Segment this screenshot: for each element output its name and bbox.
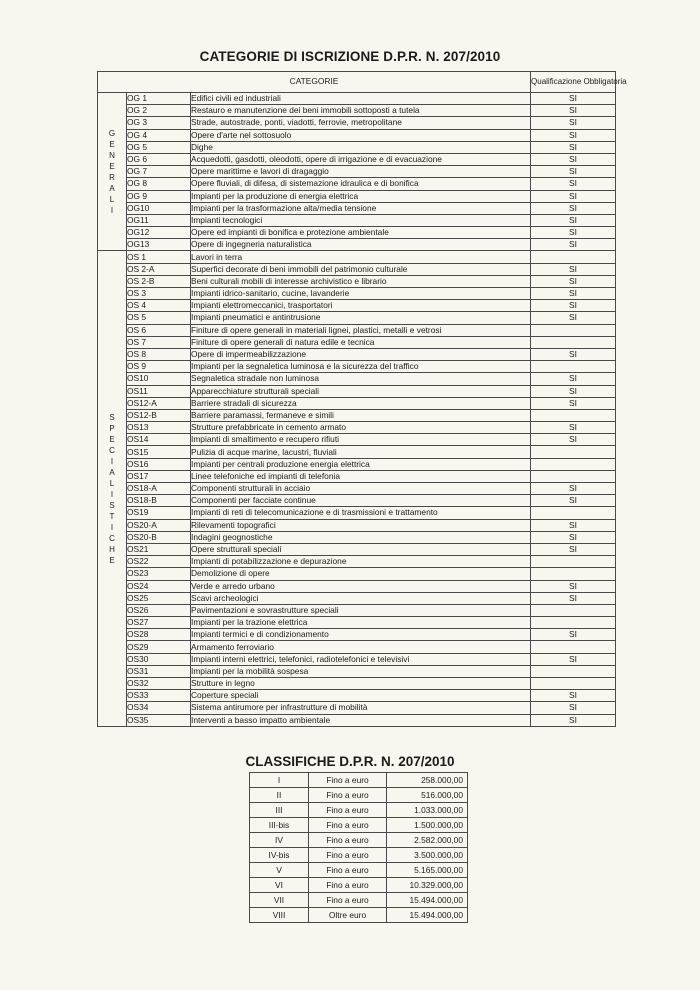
category-code: OS 6 — [127, 324, 191, 336]
category-row — [98, 336, 616, 348]
category-code: OS 5 — [127, 312, 191, 324]
classification-label: Fino a euro — [309, 788, 387, 803]
group-label-letter: E — [109, 434, 115, 444]
category-description: Impianti di reti di telecomunicazione e di trasmissioni e trattamento — [191, 507, 531, 519]
category-description: Finiture di opere generali di natura edile e tecnica — [191, 336, 531, 348]
category-row — [98, 617, 616, 629]
mandatory-qualification: SI — [531, 531, 616, 543]
category-code: OG 6 — [127, 153, 191, 165]
category-row — [98, 397, 616, 409]
category-description: Opere strutturali speciali — [191, 543, 531, 555]
classification-class: III-bis — [250, 818, 309, 833]
header-categories: CATEGORIE — [98, 72, 531, 93]
group-label-letter: S — [109, 500, 115, 510]
category-description: Interventi a basso impatto ambientale — [191, 714, 531, 726]
category-code: OG 5 — [127, 141, 191, 153]
category-row — [98, 422, 616, 434]
category-row — [98, 288, 616, 300]
classification-class: II — [250, 788, 309, 803]
mandatory-qualification: SI — [531, 519, 616, 531]
category-row — [98, 373, 616, 385]
group-label-letter: C — [109, 445, 115, 455]
mandatory-qualification — [531, 361, 616, 373]
category-code: OG11 — [127, 214, 191, 226]
category-code: OS21 — [127, 543, 191, 555]
mandatory-qualification — [531, 470, 616, 482]
classification-row — [250, 818, 468, 833]
mandatory-qualification — [531, 678, 616, 690]
category-description: Opere marittime e lavori di dragaggio — [191, 166, 531, 178]
mandatory-qualification: SI — [531, 105, 616, 117]
mandatory-qualification: SI — [531, 190, 616, 202]
mandatory-qualification: SI — [531, 629, 616, 641]
category-code: OS17 — [127, 470, 191, 482]
group-label-letter: C — [109, 533, 115, 543]
category-description: Impianti per la mobilità sospesa — [191, 665, 531, 677]
mandatory-qualification: SI — [531, 592, 616, 604]
classification-label: Fino a euro — [309, 818, 387, 833]
category-description: Opere d'arte nel sottosuolo — [191, 129, 531, 141]
classification-class: I — [250, 773, 309, 788]
mandatory-qualification — [531, 568, 616, 580]
mandatory-qualification — [531, 251, 616, 263]
category-description: Superfici decorate di beni immobili del patrimonio culturale — [191, 263, 531, 275]
mandatory-qualification — [531, 665, 616, 677]
category-code: OS28 — [127, 629, 191, 641]
categories-body — [98, 93, 616, 727]
category-description: Coperture speciali — [191, 690, 531, 702]
classifications-table — [249, 772, 468, 923]
mandatory-qualification — [531, 617, 616, 629]
mandatory-qualification: SI — [531, 312, 616, 324]
page-title: CATEGORIE DI ISCRIZIONE D.P.R. N. 207/2010 — [199, 49, 501, 64]
category-description: Impianti per la trazione elettrica — [191, 617, 531, 629]
category-row — [98, 409, 616, 421]
category-row — [98, 665, 616, 677]
classification-row — [250, 863, 468, 878]
category-code: OG12 — [127, 227, 191, 239]
group-label-letter: L — [109, 478, 115, 488]
category-code: OS 8 — [127, 348, 191, 360]
category-row — [98, 105, 616, 117]
category-description: Impianti per la segnaletica luminosa e la sicurezza del traffico — [191, 361, 531, 373]
mandatory-qualification — [531, 458, 616, 470]
category-row — [98, 604, 616, 616]
category-row — [98, 324, 616, 336]
mandatory-qualification: SI — [531, 690, 616, 702]
category-code: OS34 — [127, 702, 191, 714]
category-code: OS35 — [127, 714, 191, 726]
classification-amount: 1.033.000,00 — [387, 803, 468, 818]
classification-amount: 5.165.000,00 — [387, 863, 468, 878]
category-row — [98, 239, 616, 251]
category-row — [98, 348, 616, 360]
classifications-title: CLASSIFICHE D.P.R. N. 207/2010 — [245, 754, 455, 769]
mandatory-qualification: SI — [531, 434, 616, 446]
category-code: OS 3 — [127, 288, 191, 300]
group-label-letter: A — [109, 467, 115, 477]
category-code: OG 1 — [127, 93, 191, 105]
mandatory-qualification — [531, 604, 616, 616]
classification-amount: 258.000,00 — [387, 773, 468, 788]
category-row — [98, 117, 616, 129]
category-row — [98, 592, 616, 604]
category-description: Pulizia di acque marine, lacustri, fluviali — [191, 446, 531, 458]
category-description: Barriere paramassi, fermaneve e simili — [191, 409, 531, 421]
category-row — [98, 690, 616, 702]
group-label-letter: E — [109, 161, 115, 171]
category-description: Strade, autostrade, ponti, viadotti, ferrovie, metropolitane — [191, 117, 531, 129]
classification-amount: 2.582.000,00 — [387, 833, 468, 848]
category-code: OS32 — [127, 678, 191, 690]
mandatory-qualification: SI — [531, 129, 616, 141]
mandatory-qualification: SI — [531, 397, 616, 409]
mandatory-qualification: SI — [531, 653, 616, 665]
category-row — [98, 519, 616, 531]
classification-label: Fino a euro — [309, 848, 387, 863]
category-description: Pavimentazioni e sovrastrutture speciali — [191, 604, 531, 616]
category-row — [98, 275, 616, 287]
category-row — [98, 507, 616, 519]
category-description: Lavori in terra — [191, 251, 531, 263]
classification-label: Fino a euro — [309, 833, 387, 848]
category-description: Impianti per la produzione di energia elettrica — [191, 190, 531, 202]
group-label-letter: E — [109, 555, 115, 565]
category-description: Apparecchiature strutturali speciali — [191, 385, 531, 397]
category-description: Edifici civili ed industriali — [191, 93, 531, 105]
group-label-letter: G — [108, 128, 116, 138]
classification-label: Fino a euro — [309, 893, 387, 908]
classification-label: Fino a euro — [309, 773, 387, 788]
category-description: Scavi archeologici — [191, 592, 531, 604]
category-row — [98, 458, 616, 470]
classification-row — [250, 908, 468, 923]
mandatory-qualification: SI — [531, 166, 616, 178]
categories-table — [97, 71, 627, 727]
category-row — [98, 227, 616, 239]
mandatory-qualification: SI — [531, 300, 616, 312]
category-code: OS31 — [127, 665, 191, 677]
classification-label: Oltre euro — [309, 908, 387, 923]
category-description: Sistema antirumore per infrastrutture di mobilità — [191, 702, 531, 714]
category-description: Opere ed impianti di bonifica e protezione ambientale — [191, 227, 531, 239]
classifications-body — [250, 773, 468, 923]
group-label-letter: I — [110, 489, 114, 499]
category-description: Componenti strutturali in acciaio — [191, 483, 531, 495]
category-code: OS19 — [127, 507, 191, 519]
category-code: OS12-A — [127, 397, 191, 409]
category-row — [98, 531, 616, 543]
classification-row — [250, 878, 468, 893]
classification-row — [250, 788, 468, 803]
category-code: OS26 — [127, 604, 191, 616]
category-code: OS 7 — [127, 336, 191, 348]
mandatory-qualification — [531, 446, 616, 458]
group-label-letter: I — [110, 456, 114, 466]
category-description: Linee telefoniche ed impianti di telefonia — [191, 470, 531, 482]
category-code: OG13 — [127, 239, 191, 251]
category-description: Opere di impermeabilizzazione — [191, 348, 531, 360]
classification-label: Fino a euro — [309, 863, 387, 878]
category-group-label — [98, 251, 127, 726]
category-code: OS20-A — [127, 519, 191, 531]
classification-label: Fino a euro — [309, 878, 387, 893]
category-row — [98, 153, 616, 165]
mandatory-qualification — [531, 324, 616, 336]
group-label-letter: A — [109, 183, 115, 193]
category-row — [98, 385, 616, 397]
mandatory-qualification: SI — [531, 373, 616, 385]
category-code: OS11 — [127, 385, 191, 397]
category-row — [98, 629, 616, 641]
mandatory-qualification: SI — [531, 153, 616, 165]
category-row — [98, 312, 616, 324]
category-code: OS 2-A — [127, 263, 191, 275]
category-description: Strutture in legno — [191, 678, 531, 690]
category-row — [98, 483, 616, 495]
mandatory-qualification: SI — [531, 202, 616, 214]
category-description: Impianti di potabilizzazione e depurazione — [191, 556, 531, 568]
group-label-letter: T — [109, 511, 115, 521]
classification-amount: 1.500.000,00 — [387, 818, 468, 833]
category-description: Finiture di opere generali in materiali lignei, plastici, metalli e vetrosi — [191, 324, 531, 336]
mandatory-qualification — [531, 409, 616, 421]
category-row — [98, 543, 616, 555]
mandatory-qualification: SI — [531, 141, 616, 153]
category-row — [98, 166, 616, 178]
category-row — [98, 251, 616, 263]
category-description: Impianti pneumatici e antintrusione — [191, 312, 531, 324]
category-description: Strutture prefabbricate in cemento armato — [191, 422, 531, 434]
category-code: OS12-B — [127, 409, 191, 421]
group-label-letter: L — [109, 194, 115, 204]
classification-amount: 516.000,00 — [387, 788, 468, 803]
category-row — [98, 129, 616, 141]
mandatory-qualification: SI — [531, 543, 616, 555]
category-row — [98, 434, 616, 446]
classification-class: VII — [250, 893, 309, 908]
category-code: OS14 — [127, 434, 191, 446]
category-description: Componenti per facciate continue — [191, 495, 531, 507]
category-code: OS25 — [127, 592, 191, 604]
category-code: OS24 — [127, 580, 191, 592]
group-label-letter: H — [109, 544, 115, 554]
mandatory-qualification: SI — [531, 275, 616, 287]
category-code: OS33 — [127, 690, 191, 702]
category-description: Demolizione di opere — [191, 568, 531, 580]
category-row — [98, 568, 616, 580]
mandatory-qualification: SI — [531, 422, 616, 434]
category-description: Rilevamenti topografici — [191, 519, 531, 531]
classification-row — [250, 803, 468, 818]
category-code: OS 4 — [127, 300, 191, 312]
category-row — [98, 178, 616, 190]
category-row — [98, 653, 616, 665]
classification-class: VIII — [250, 908, 309, 923]
classification-row — [250, 893, 468, 908]
category-description: Impianti per la trasformazione alta/media tensione — [191, 202, 531, 214]
category-row — [98, 470, 616, 482]
classification-class: V — [250, 863, 309, 878]
classification-class: III — [250, 803, 309, 818]
category-code: OS30 — [127, 653, 191, 665]
category-code: OS20-B — [127, 531, 191, 543]
group-label-letter: R — [109, 172, 115, 182]
category-group-label — [98, 93, 127, 251]
category-code: OG 7 — [127, 166, 191, 178]
category-row — [98, 300, 616, 312]
category-row — [98, 446, 616, 458]
category-description: Dighe — [191, 141, 531, 153]
category-code: OS23 — [127, 568, 191, 580]
mandatory-qualification: SI — [531, 483, 616, 495]
classification-label: Fino a euro — [309, 803, 387, 818]
category-row — [98, 202, 616, 214]
category-code: OS 2-B — [127, 275, 191, 287]
category-description: Barriere stradali di sicurezza — [191, 397, 531, 409]
mandatory-qualification: SI — [531, 385, 616, 397]
mandatory-qualification: SI — [531, 117, 616, 129]
category-row — [98, 678, 616, 690]
category-code: OS22 — [127, 556, 191, 568]
mandatory-qualification: SI — [531, 288, 616, 300]
category-code: OS10 — [127, 373, 191, 385]
category-code: OS 1 — [127, 251, 191, 263]
category-code: OS16 — [127, 458, 191, 470]
category-row — [98, 702, 616, 714]
classification-amount: 3.500.000,00 — [387, 848, 468, 863]
category-code: OS18-B — [127, 495, 191, 507]
category-code: OG 4 — [127, 129, 191, 141]
classification-class: IV — [250, 833, 309, 848]
category-row — [98, 495, 616, 507]
category-code: OG 8 — [127, 178, 191, 190]
category-description: Impianti interni elettrici, telefonici, radiotelefonici e televisivi — [191, 653, 531, 665]
classification-amount: 10.329.000,00 — [387, 878, 468, 893]
group-label-letter: I — [110, 522, 114, 532]
mandatory-qualification: SI — [531, 239, 616, 251]
group-label-letter: N — [109, 150, 115, 160]
mandatory-qualification — [531, 641, 616, 653]
group-label-letter: P — [109, 423, 115, 433]
mandatory-qualification: SI — [531, 702, 616, 714]
category-code: OG 9 — [127, 190, 191, 202]
category-row — [98, 93, 616, 105]
category-code: OG 3 — [127, 117, 191, 129]
category-code: OG 2 — [127, 105, 191, 117]
category-description: Armamento ferroviario — [191, 641, 531, 653]
mandatory-qualification — [531, 336, 616, 348]
category-code: OS27 — [127, 617, 191, 629]
group-label-letter: I — [110, 205, 114, 215]
category-row — [98, 214, 616, 226]
classification-row — [250, 773, 468, 788]
category-row — [98, 263, 616, 275]
classification-class: VI — [250, 878, 309, 893]
mandatory-qualification: SI — [531, 495, 616, 507]
category-description: Impianti tecnologici — [191, 214, 531, 226]
category-description: Impianti idrico-sanitario, cucine, lavanderie — [191, 288, 531, 300]
mandatory-qualification — [531, 507, 616, 519]
mandatory-qualification: SI — [531, 580, 616, 592]
category-code: OS29 — [127, 641, 191, 653]
category-row — [98, 580, 616, 592]
mandatory-qualification: SI — [531, 214, 616, 226]
classification-row — [250, 833, 468, 848]
category-row — [98, 141, 616, 153]
group-label-letter: S — [109, 412, 115, 422]
category-row — [98, 190, 616, 202]
category-description: Indagini geognostiche — [191, 531, 531, 543]
category-description: Segnaletica stradale non luminosa — [191, 373, 531, 385]
header-qualification: Qualificazione Obbligatoria — [531, 72, 616, 93]
mandatory-qualification: SI — [531, 227, 616, 239]
category-description: Impianti per centrali produzione energia elettrica — [191, 458, 531, 470]
mandatory-qualification: SI — [531, 178, 616, 190]
group-label-letter: E — [109, 139, 115, 149]
classification-amount: 15.494.000,00 — [387, 893, 468, 908]
mandatory-qualification: SI — [531, 93, 616, 105]
mandatory-qualification: SI — [531, 348, 616, 360]
category-description: Acquedotti, gasdotti, oleodotti, opere di irrigazione e di evacuazione — [191, 153, 531, 165]
categories-header-row — [98, 72, 616, 93]
category-description: Restauro e manutenzione dei beni immobili sottoposti a tutela — [191, 105, 531, 117]
category-description: Opere fluviali, di difesa, di sistemazione idraulica e di bonifica — [191, 178, 531, 190]
category-description: Impianti di smaltimento e recupero rifiuti — [191, 434, 531, 446]
category-row — [98, 714, 616, 726]
mandatory-qualification — [531, 556, 616, 568]
category-description: Impianti termici e di condizionamento — [191, 629, 531, 641]
category-row — [98, 556, 616, 568]
category-description: Verde e arredo urbano — [191, 580, 531, 592]
category-row — [98, 361, 616, 373]
classification-class: IV-bis — [250, 848, 309, 863]
category-code: OS13 — [127, 422, 191, 434]
category-description: Impianti elettromeccanici, trasportatori — [191, 300, 531, 312]
category-code: OS 9 — [127, 361, 191, 373]
category-description: Opere di ingegneria naturalistica — [191, 239, 531, 251]
classification-amount: 15.494.000,00 — [387, 908, 468, 923]
classification-row — [250, 848, 468, 863]
category-code: OG10 — [127, 202, 191, 214]
category-code: OS15 — [127, 446, 191, 458]
mandatory-qualification: SI — [531, 263, 616, 275]
category-description: Beni culturali mobili di interesse archivistico e librario — [191, 275, 531, 287]
mandatory-qualification: SI — [531, 714, 616, 726]
category-row — [98, 641, 616, 653]
category-code: OS18-A — [127, 483, 191, 495]
